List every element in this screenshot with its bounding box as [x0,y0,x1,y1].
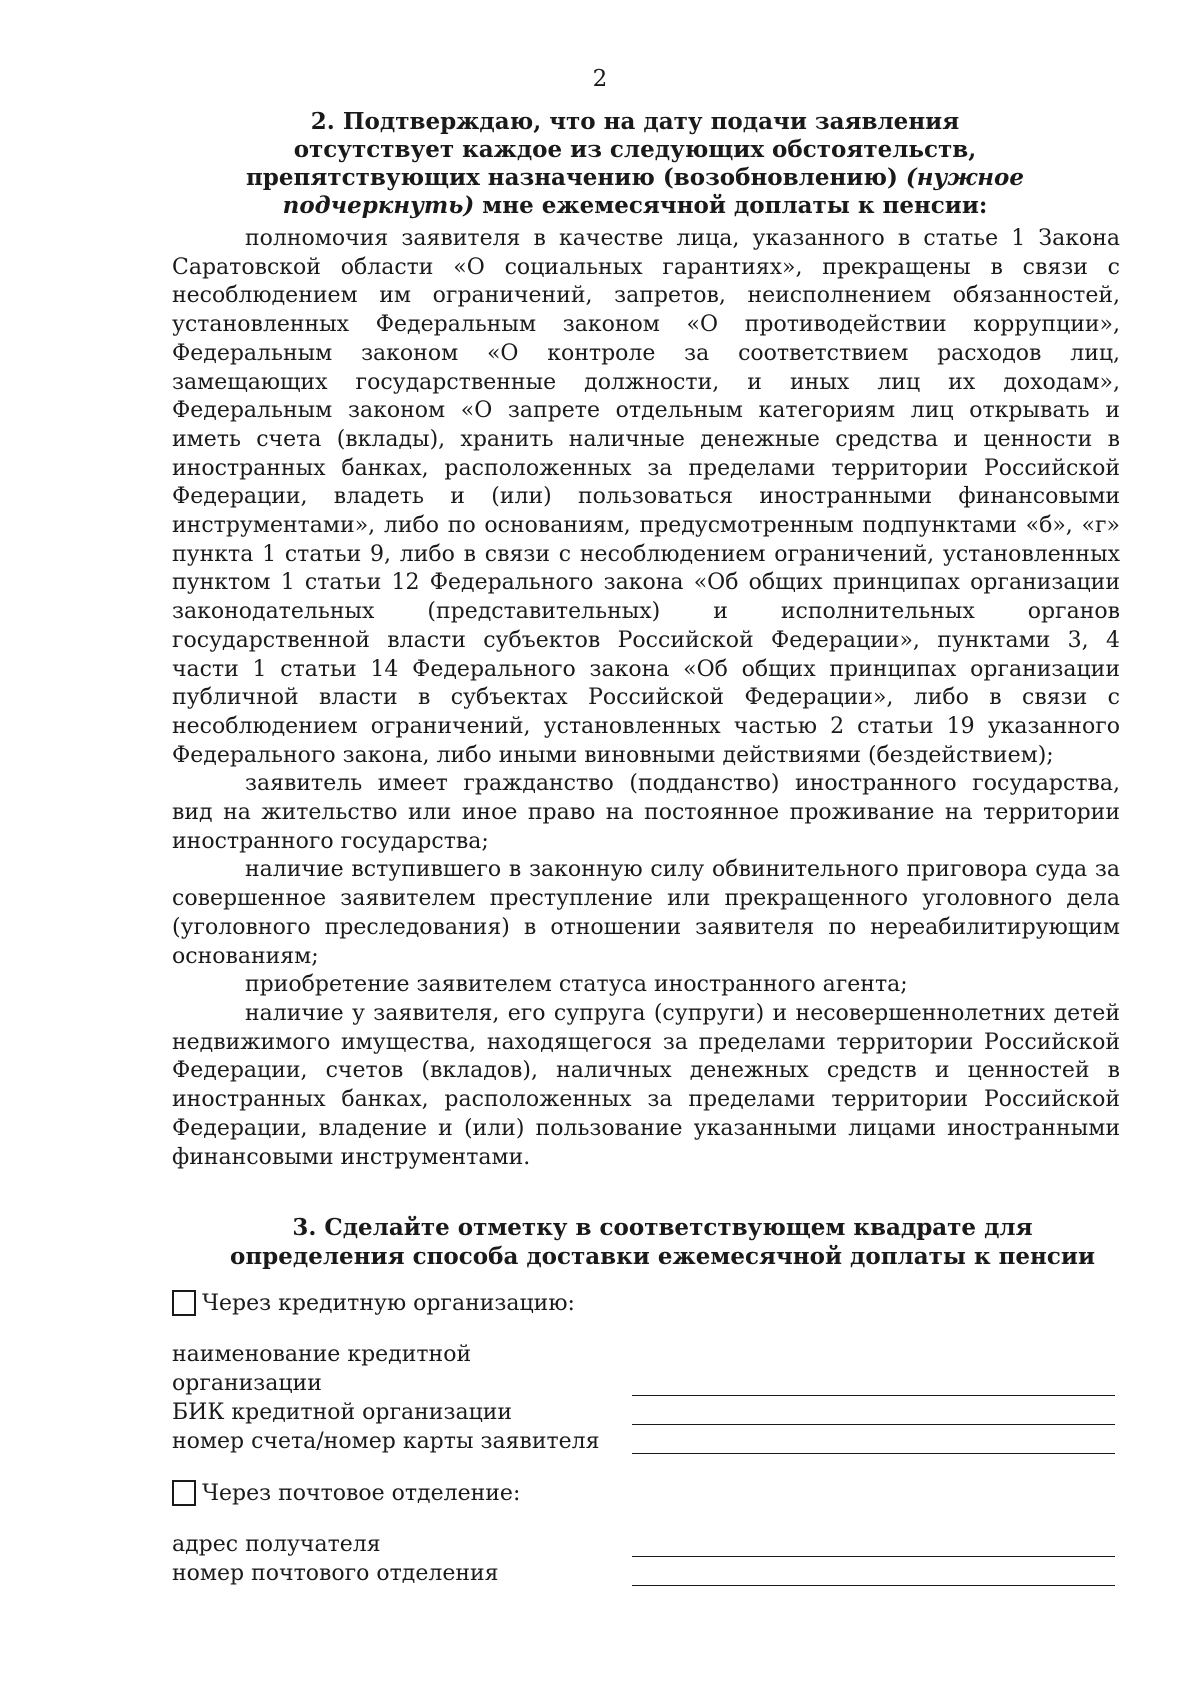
post-delivery-option[interactable] [172,1480,520,1506]
bank-name-field[interactable] [632,1395,1115,1396]
condition-paragraph: полномочия заявителя в качестве лица, указанного в статье 1 Закона Саратовской области «О социальных гарантиях», прекращены в связи с несоблюдением им ограничений, запретов, неисполнением обязанностей, установленных Федеральным законом «О противодействии коррупции», Федеральным законом «О контроле за соответствием расходов лиц, замещающих государственные должности, и иных лиц их доходам», Федеральным законом «О запрете отдельным категориям лиц открывать и иметь счета (вклады), хранить наличные денежные средства и ценности в иностранных банках, расположенных за пределами территории Российской Федерации, владеть и (или) пользоваться иностранными финансовыми инструментами», либо по основаниям, предусмотренным подпунктами «б», «г» пункта 1 статьи 9, либо в связи с несоблюдением ограничений, установленных пунктом 1 статьи 12 Федерального закона «Об общих принципах организации законодательных (представительных) и исполнительных органов государственной власти субъектов Российской Федерации», пунктами 3, 4 части 1 статьи 14 Федерального закона «Об общих принципах организации публичной власти в субъектах Российской Федерации», либо в связи с несоблюдением ограничений, установленных частью 2 статьи 19 указанного Федерального закона, либо иными виновными действиями (бездействием); [172,226,1120,768]
section-2-heading-end: мне ежемесячной доплаты к пенсии: [474,192,988,219]
section-2-heading [240,108,1030,220]
section-2-conditions [172,225,1120,1172]
condition-paragraph: наличие у заявителя, его супруга (супруги) и несовершеннолетних детей недвижимого имущества, находящегося за пределами территории Российской Федерации, счетов (вкладов), наличных денежных средств и ценностей в иностранных банках, расположенных за пределами территории Российской Федерации, владение и (или) пользование указанными лицами иностранными финансовыми инструментами. [172,1000,1120,1170]
bank-delivery-option[interactable] [172,1290,575,1316]
section-2-heading-text: 2. Подтверждаю, что на дату подачи заявления отсутствует каждое из следующих обстоятельств, препятствующих назначению (возобновлению) [245,108,977,191]
page-number: 2 [592,66,608,92]
post-office-number-field[interactable] [632,1585,1115,1586]
account-number-field[interactable] [632,1453,1115,1454]
bank-delivery-checkbox[interactable] [172,1290,196,1316]
condition-paragraph: наличие вступившего в законную силу обвинительного приговора суда за совершенное заявителем преступление или прекращенного уголовного дела (уголовного преследования) в отношении заявителя по нереабилитирующим основаниям; [172,857,1120,969]
section-3-heading: 3. Сделайте отметку в соответствующем квадрате для определения способа доставки ежемесячной доплаты к пенсии [229,1214,1095,1270]
bik-field[interactable] [632,1424,1115,1425]
account-number-label: номер счета/номер карты заявителя [172,1429,600,1454]
condition-paragraph: приобретение заявителем статуса иностранного агента; [245,972,908,998]
post-delivery-checkbox[interactable] [172,1480,196,1506]
condition-paragraph: заявитель имеет гражданство (подданство) иностранного государства, вид на жительство или иное право на постоянное проживание на территории иностранного государства; [172,771,1120,854]
bank-name-label-cont: организации [172,1371,322,1396]
bank-delivery-label: Через кредитную организацию: [202,1290,575,1316]
section-2-heading-italic: (нужное подчеркнуть) [282,164,1025,219]
recipient-address-field[interactable] [632,1556,1115,1557]
recipient-address-label: адрес получателя [172,1532,381,1557]
bank-name-label: наименование кредитной [172,1342,472,1367]
post-office-number-label: номер почтового отделения [172,1561,499,1586]
post-delivery-label: Через почтовое отделение: [202,1480,521,1506]
bik-label: БИК кредитной организации [172,1400,513,1425]
